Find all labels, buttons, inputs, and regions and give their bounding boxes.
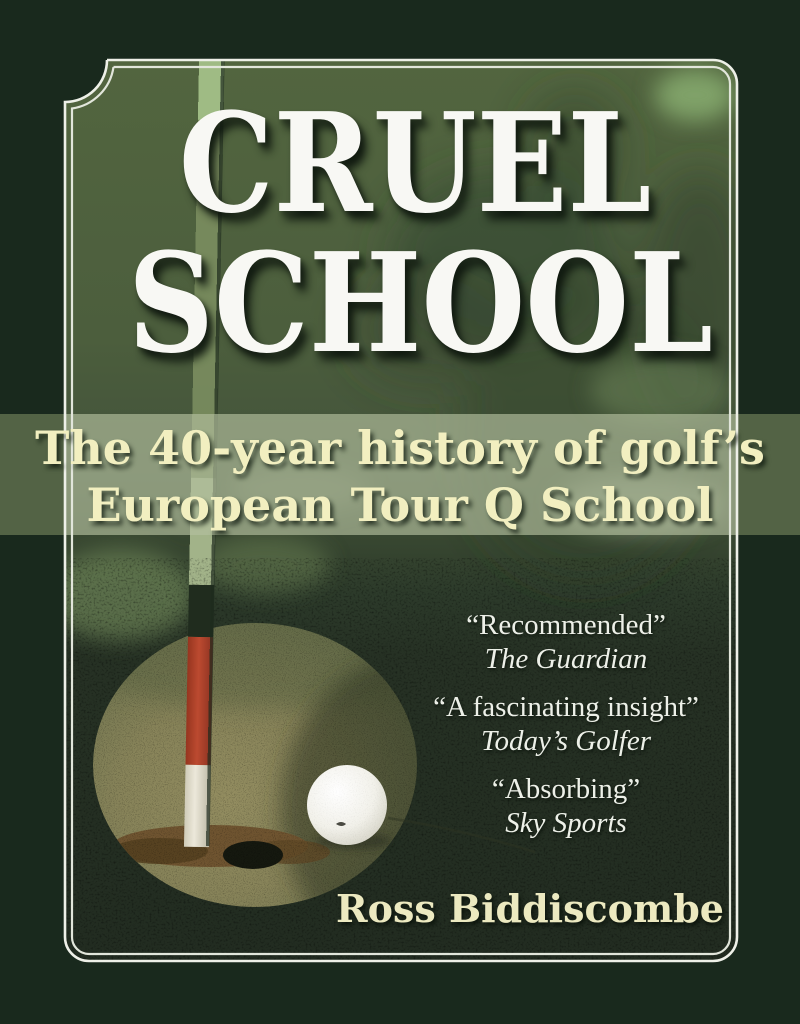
quote-text: “A fascinating insight” bbox=[433, 691, 699, 723]
quote-source: The Guardian bbox=[484, 643, 648, 675]
review-quote bbox=[400, 608, 732, 676]
review-quote bbox=[400, 690, 732, 758]
book-title bbox=[127, 83, 713, 384]
book-subtitle bbox=[0, 420, 800, 534]
quote-source: Today’s Golfer bbox=[480, 725, 651, 757]
author-name: Ross Biddiscombe bbox=[336, 886, 724, 931]
quote-text: “Recommended” bbox=[466, 609, 666, 641]
review-quotes bbox=[400, 608, 732, 854]
subtitle-line-2: European Tour Q School bbox=[86, 478, 714, 532]
quote-source: Sky Sports bbox=[505, 807, 627, 839]
review-quote bbox=[400, 772, 732, 840]
title-line-2: SCHOOL bbox=[127, 223, 713, 384]
quote-text: “Absorbing” bbox=[491, 773, 641, 805]
title-line-1: CRUEL bbox=[178, 83, 652, 244]
subtitle-line-1: The 40-year history of golf’s bbox=[35, 421, 765, 475]
